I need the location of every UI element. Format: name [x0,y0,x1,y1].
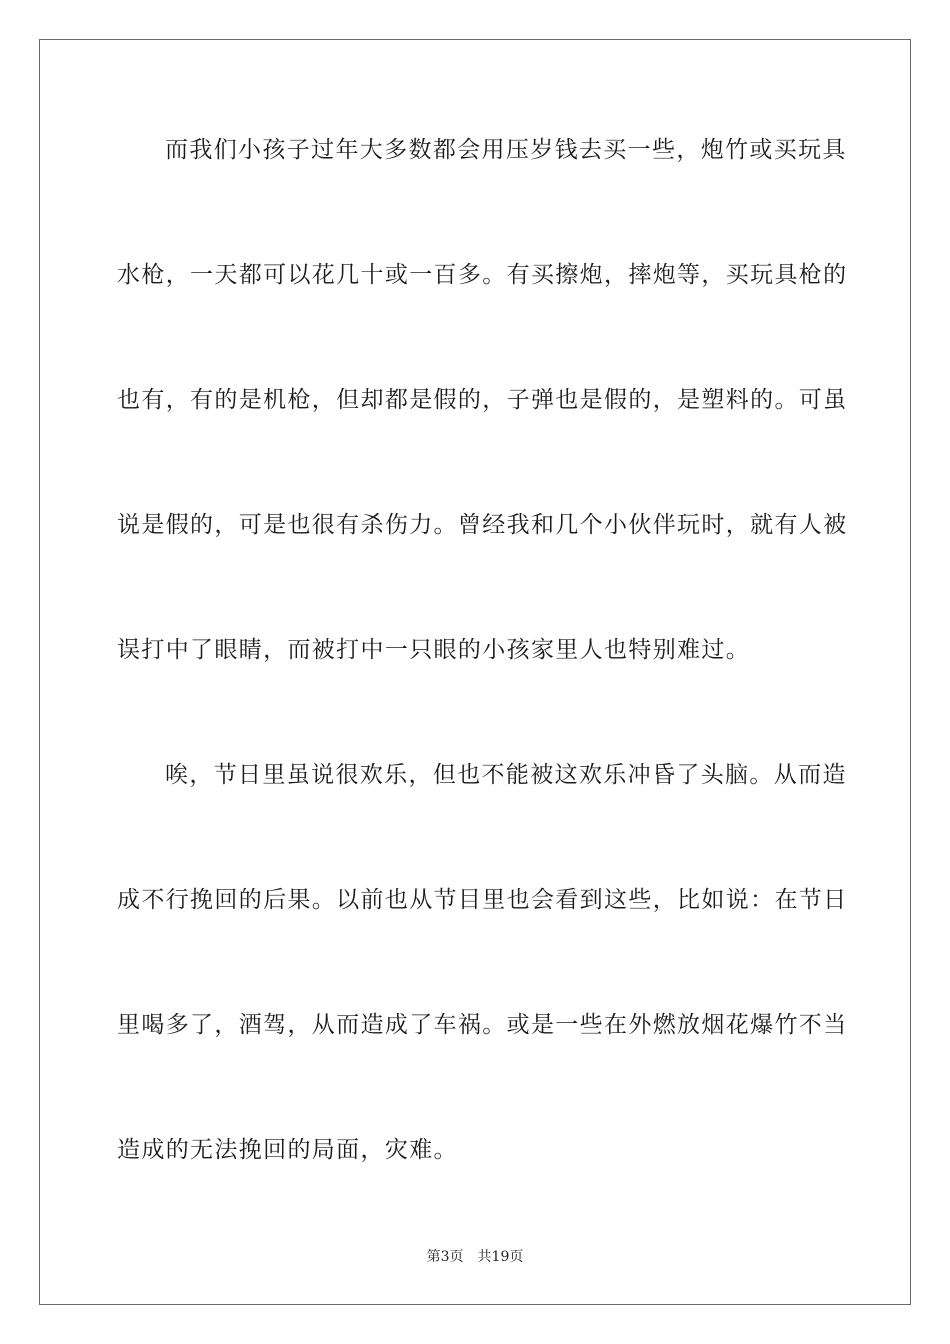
paragraph-1-line-2: 水枪，一天都可以花几十或一百多。有买擦炮，摔炮等，买玩具枪的 [117,262,848,288]
total-pages: 共19页 [477,1249,524,1265]
page-footer [0,1247,950,1267]
page-border [39,39,911,1305]
paragraph-2-line-2: 成不行挽回的后果。以前也从节目里也会看到这些，比如说：在节日 [117,887,848,913]
paragraph-1-line-1: 而我们小孩子过年大多数都会用压岁钱去买一些，炮竹或买玩具 [165,137,847,163]
page-number: 第3页 [426,1249,464,1265]
paragraph-1-line-4: 说是假的，可是也很有杀伤力。曾经我和几个小伙伴玩时，就有人被 [117,512,848,538]
paragraph-1-line-5: 误打中了眼睛，而被打中一只眼的小孩家里人也特别难过。 [117,637,751,663]
paragraph-1-line-3: 也有，有的是机枪，但却都是假的，子弹也是假的，是塑料的。可虽 [117,387,848,413]
paragraph-2-line-1: 唉，节日里虽说很欢乐，但也不能被这欢乐冲昏了头脑。从而造 [165,762,847,788]
paragraph-2-line-3: 里喝多了，酒驾，从而造成了车祸。或是一些在外燃放烟花爆竹不当 [117,1012,848,1038]
paragraph-2-line-4: 造成的无法挽回的局面，灾难。 [117,1137,458,1163]
